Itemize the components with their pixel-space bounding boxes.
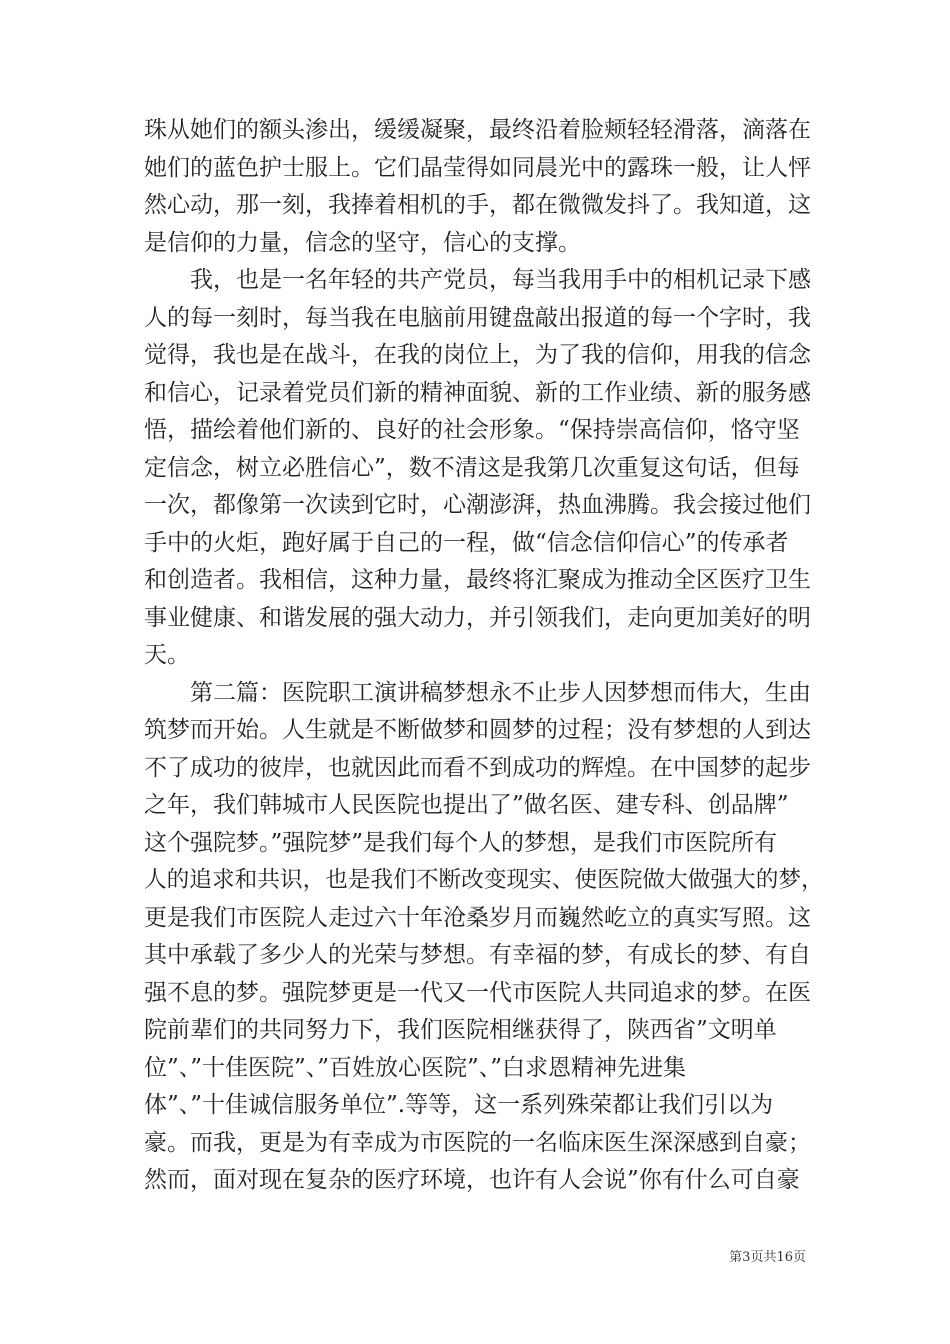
text-line: 人的追求和共识，也是我们不断改变现实、使医院做大做强大的梦，: [144, 867, 824, 893]
text-line: 我，也是一名年轻的共产党员，每当我用手中的相机记录下感: [144, 267, 811, 293]
text-line: 手中的火炬，跑好属于自己的一程，做“信念信仰信心”的传承者: [144, 529, 789, 556]
text-line: 觉得，我也是在战斗，在我的岗位上，为了我的信仰，用我的信念: [144, 342, 811, 368]
text-line: 更是我们市医院人走过六十年沧桑岁月而巍然屹立的真实写照。这: [144, 904, 811, 931]
text-line: 位”、”十佳医院”、”百姓放心医院”、”白求恩精神先进集: [144, 1054, 687, 1081]
body-text: [144, 112, 824, 1200]
text-line: 之年，我们韩城市人民医院也提出了”做名医、建专科、创品牌”: [144, 792, 789, 818]
text-line: 和信心，记录着党员们新的精神面貌、新的工作业绩、新的服务感: [144, 379, 811, 406]
text-line: 然心动，那一刻，我捧着相机的手，都在微微发抖了。我知道，这: [144, 192, 811, 218]
text-line: 是信仰的力量，信念的坚守，信心的支撑。: [144, 229, 581, 256]
text-line: 筑梦而开始。人生就是不断做梦和圆梦的过程；没有梦想的人到达: [144, 717, 811, 743]
text-line: 院前辈们的共同努力下，我们医院相继获得了，陕西省”文明单: [144, 1017, 777, 1043]
text-line: 第二篇：医院职工演讲稿梦想永不止步人因梦想而伟大，生由: [144, 679, 811, 706]
text-line: 然而，面对现在复杂的医疗环境，也许有人会说”你有什么可自豪: [144, 1167, 800, 1193]
text-line: 定信念，树立必胜信心”，数不清这是我第几次重复这句话，但每: [144, 454, 800, 481]
text-line: 其中承载了多少人的光荣与梦想。有幸福的梦，有成长的梦、有自: [144, 942, 811, 968]
text-line: 强不息的梦。强院梦更是一代又一代市医院人共同追求的梦。在医: [144, 979, 811, 1006]
text-line: 体”、”十佳诚信服务单位”.等等，这一系列殊荣都让我们引以为: [144, 1092, 774, 1118]
text-line: 和创造者。我相信，这种力量，最终将汇聚成为推动全区医疗卫生: [144, 567, 811, 593]
text-line: 不了成功的彼岸，也就因此而看不到成功的辉煌。在中国梦的起步: [144, 754, 811, 781]
text-line: 珠从她们的额头渗出，缓缓凝聚，最终沿着脸颊轻轻滑落，滴落在: [144, 117, 811, 143]
page-footer: 第3页共16页: [729, 1250, 806, 1265]
text-line: 豪。而我，更是为有幸成为市医院的一名临床医生深深感到自豪；: [144, 1129, 811, 1156]
text-line: 人的每一刻时，每当我在电脑前用键盘敲出报道的每一个字时，我: [144, 304, 811, 331]
text-line: 悟，描绘着他们新的、良好的社会形象。“保持崇高信仰，恪守坚: [144, 417, 800, 443]
text-line: 事业健康、和谐发展的强大动力，并引领我们，走向更加美好的明: [144, 604, 811, 631]
text-line: 天。: [144, 642, 190, 668]
text-line: 一次，都像第一次读到它时，心潮澎湃，热血沸腾。我会接过他们: [144, 492, 811, 518]
text-line: 她们的蓝色护士服上。它们晶莹得如同晨光中的露珠一般，让人怦: [144, 154, 811, 181]
text-line: 这个强院梦。”强院梦”是我们每个人的梦想，是我们市医院所有: [144, 829, 778, 856]
